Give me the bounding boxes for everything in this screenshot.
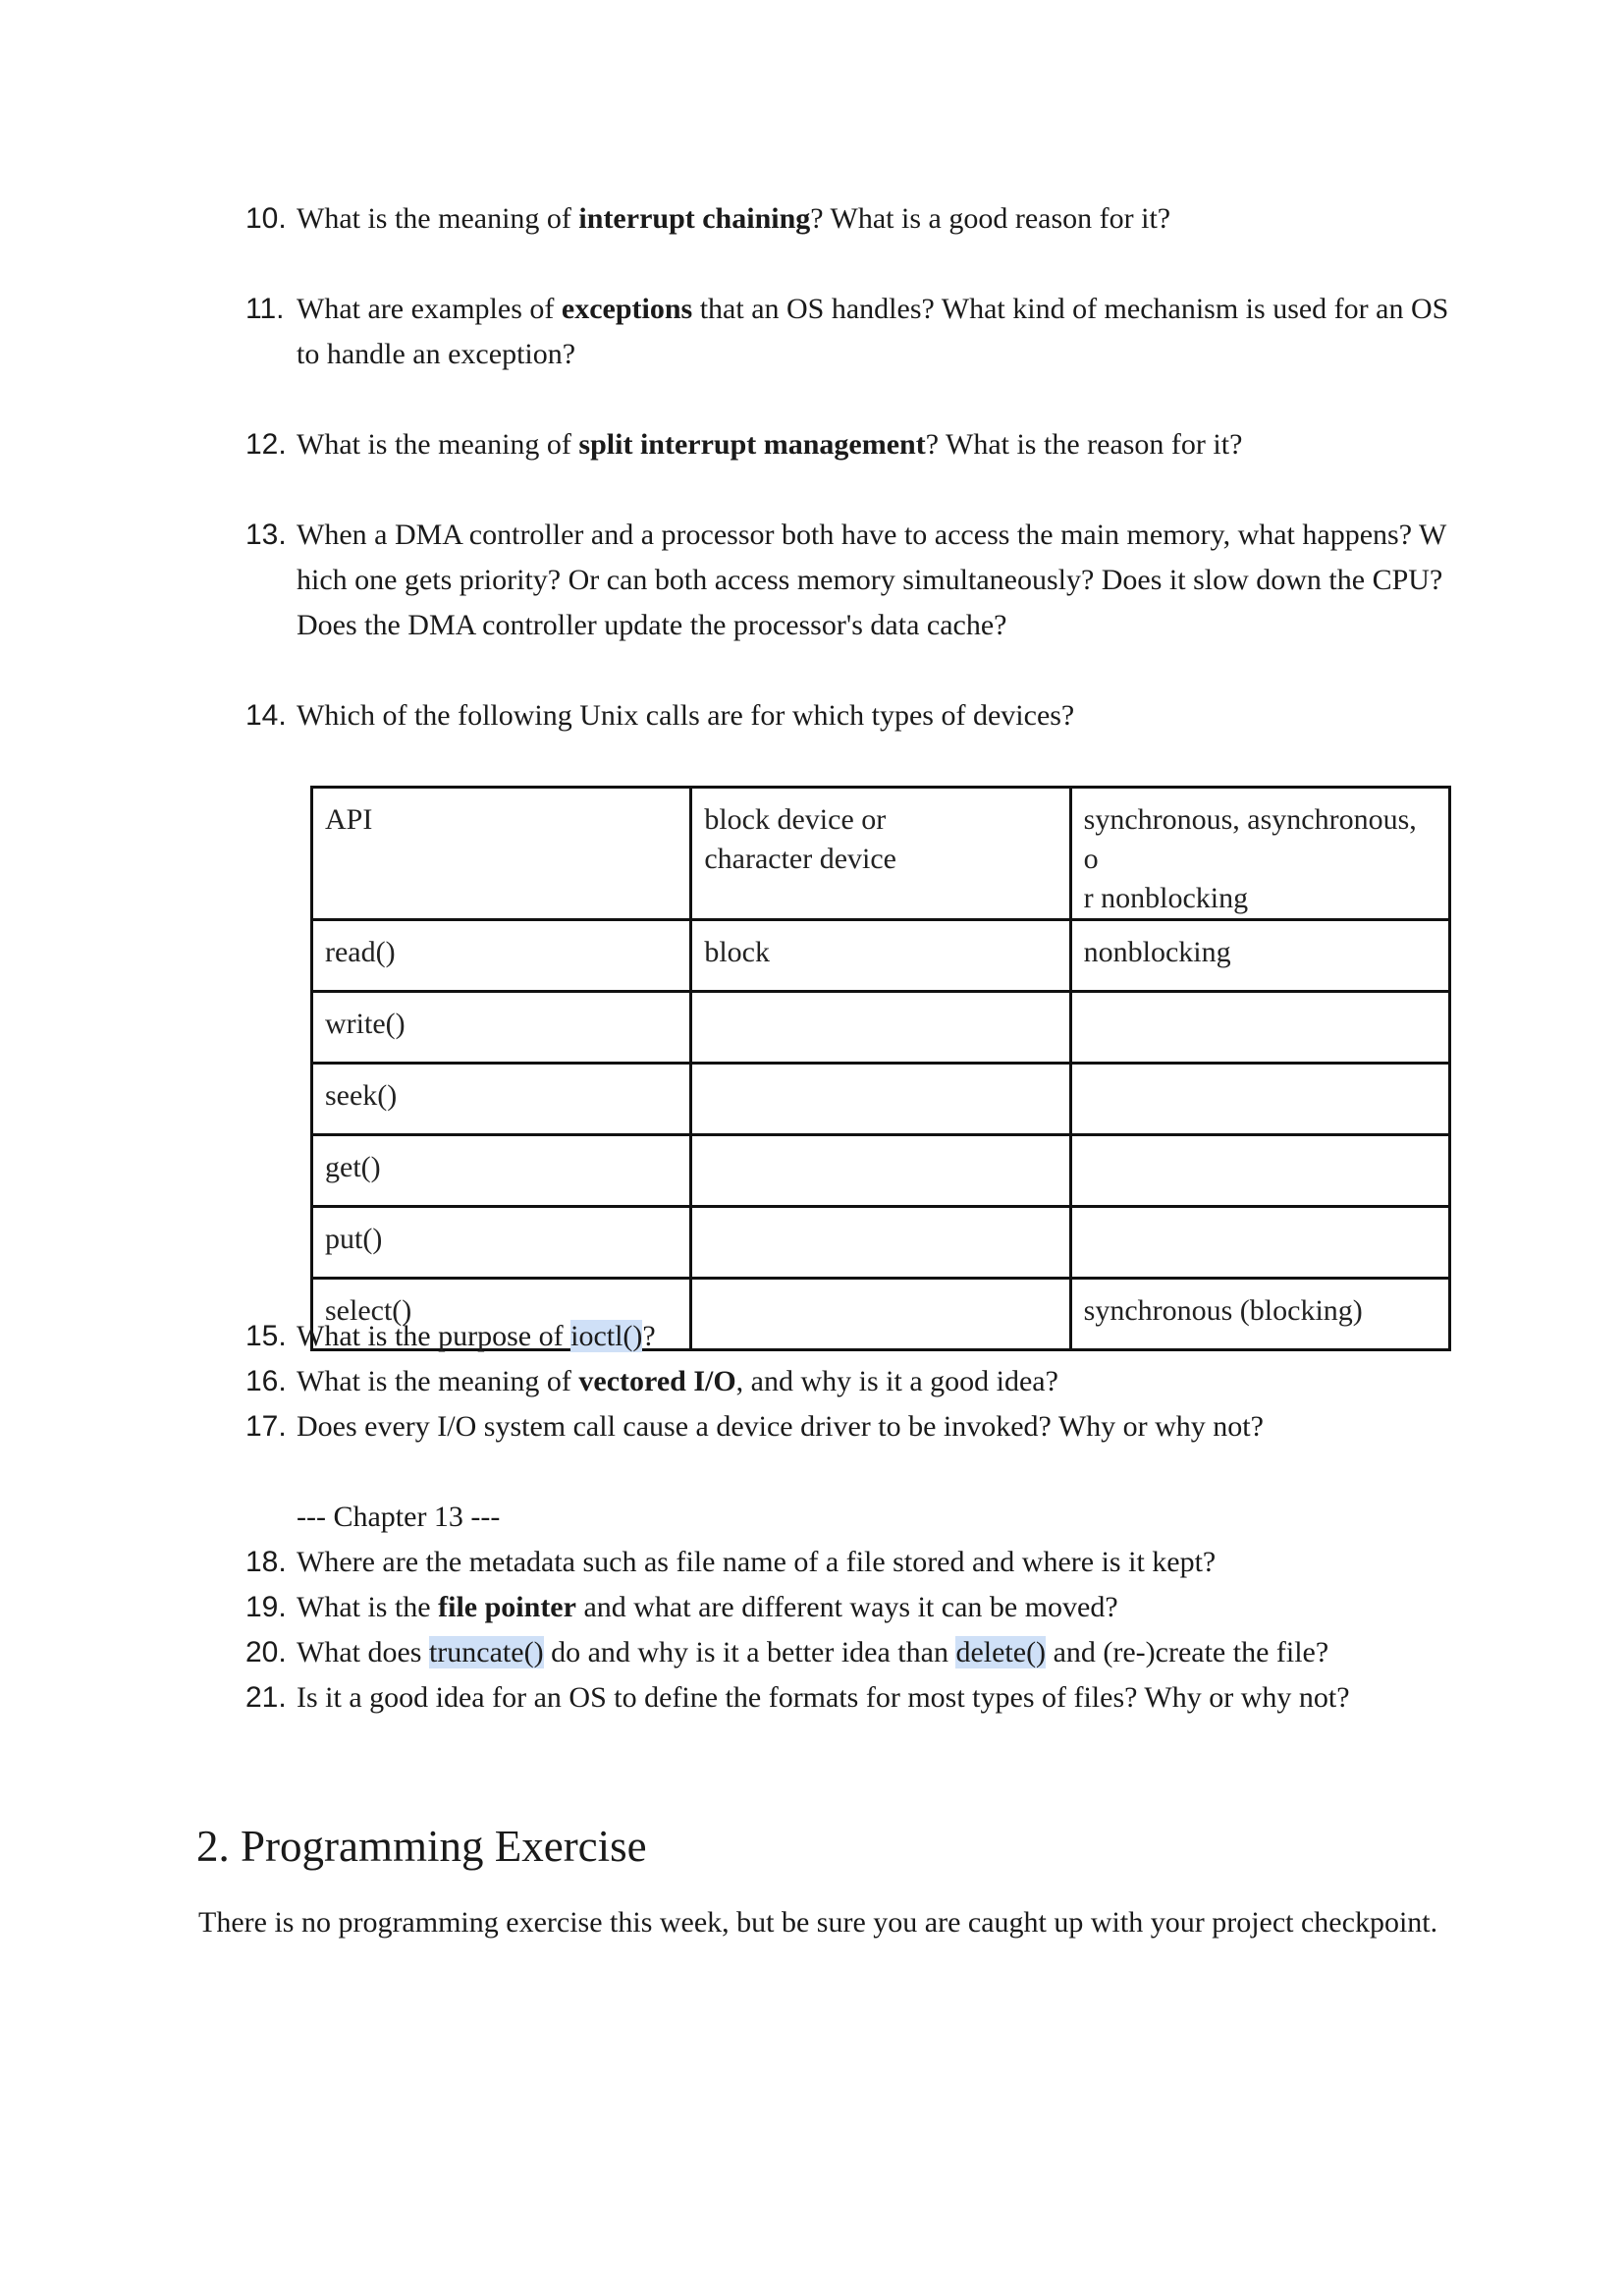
question-number: 16.	[245, 1365, 287, 1397]
question-number: 21.	[245, 1681, 287, 1714]
cell-api: write()	[312, 992, 691, 1064]
question-number: 12.	[245, 428, 287, 461]
bold-term: interrupt chaining	[578, 202, 811, 235]
cell-device	[691, 1064, 1070, 1135]
header-call-mode: synchronous, asynchronous, o r nonblocking	[1070, 788, 1449, 920]
question-number: 11.	[245, 293, 285, 325]
cell-mode: nonblocking	[1070, 920, 1449, 992]
question-number: 20.	[245, 1636, 287, 1668]
cell-mode	[1070, 1135, 1449, 1207]
question-number: 13.	[245, 519, 287, 551]
unix-calls-table	[310, 786, 1451, 1351]
cell-api: get()	[312, 1135, 691, 1207]
cell-api: read()	[312, 920, 691, 992]
question-13: 13. When a DMA controller and a processor both have to access the main memory, what happens? W hich one gets priority? Or can both access memory simultaneously? Does it slow down the CPU? Does the DMA controller update the processor's data cache?	[245, 513, 1453, 648]
highlighted-term: truncate()	[428, 1636, 544, 1668]
question-18: 18. Where are the metadata such as file name of a file stored and where is it kept?	[245, 1540, 1453, 1585]
section-paragraph: There is no programming exercise this week, but be sure you are caught up with your project checkpoint.	[198, 1906, 1438, 1939]
cell-mode	[1070, 1064, 1449, 1135]
table-row	[312, 920, 1450, 992]
section-heading: 2. Programming Exercise	[196, 1822, 647, 1871]
bold-term: vectored I/O	[578, 1365, 736, 1397]
chapter-marker: --- Chapter 13 ---	[297, 1501, 501, 1533]
table-row	[312, 992, 1450, 1064]
bold-term: file pointer	[438, 1591, 576, 1623]
question-19: 19. What is the file pointer and what are different ways it can be moved?	[245, 1585, 1453, 1630]
cell-device: block	[691, 920, 1070, 992]
cell-api: select()	[312, 1279, 691, 1350]
question-number: 10.	[245, 202, 287, 235]
question-17: 17. Does every I/O system call cause a device driver to be invoked? Why or why not?	[245, 1404, 1453, 1449]
cell-device	[691, 992, 1070, 1064]
cell-api: put()	[312, 1207, 691, 1279]
cell-api: seek()	[312, 1064, 691, 1135]
question-21: 21. Is it a good idea for an OS to define the formats for most types of files? Why or why not?	[245, 1675, 1453, 1721]
highlighted-term: ioctl()	[570, 1320, 643, 1352]
question-number: 19.	[245, 1591, 287, 1623]
question-number: 17.	[245, 1410, 287, 1443]
bold-term: split interrupt management	[578, 428, 926, 461]
table-header-row	[312, 788, 1450, 920]
cell-mode	[1070, 992, 1449, 1064]
cell-mode	[1070, 1207, 1449, 1279]
cell-mode: synchronous (blocking)	[1070, 1279, 1449, 1350]
question-number: 14.	[245, 699, 287, 732]
bold-term: exceptions	[561, 293, 693, 325]
question-12: 12. What is the meaning of split interrupt management? What is the reason for it?	[245, 422, 1453, 467]
question-10: 10. What is the meaning of interrupt chaining? What is a good reason for it?	[245, 196, 1453, 242]
cell-device	[691, 1207, 1070, 1279]
table-row	[312, 1207, 1450, 1279]
question-11: 11. What are examples of exceptions that an OS handles? What kind of mechanism is used for an OS to handle an exception?	[245, 287, 1453, 377]
question-16: 16. What is the meaning of vectored I/O, and why is it a good idea?	[245, 1359, 1453, 1404]
question-15: 15. What is the purpose of ioctl()?	[245, 1314, 1453, 1359]
cell-device	[691, 1135, 1070, 1207]
header-api: API	[312, 788, 691, 920]
question-14: 14. Which of the following Unix calls are for which types of devices?	[245, 693, 1453, 738]
question-number: 18.	[245, 1546, 287, 1578]
header-device-type: block device or character device	[691, 788, 1070, 920]
table-row	[312, 1064, 1450, 1135]
table-row	[312, 1135, 1450, 1207]
highlighted-term: delete()	[955, 1636, 1047, 1668]
question-number: 15.	[245, 1320, 287, 1352]
question-20: 20. What does truncate() do and why is it a better idea than delete() and (re-)create the file?	[245, 1630, 1453, 1675]
